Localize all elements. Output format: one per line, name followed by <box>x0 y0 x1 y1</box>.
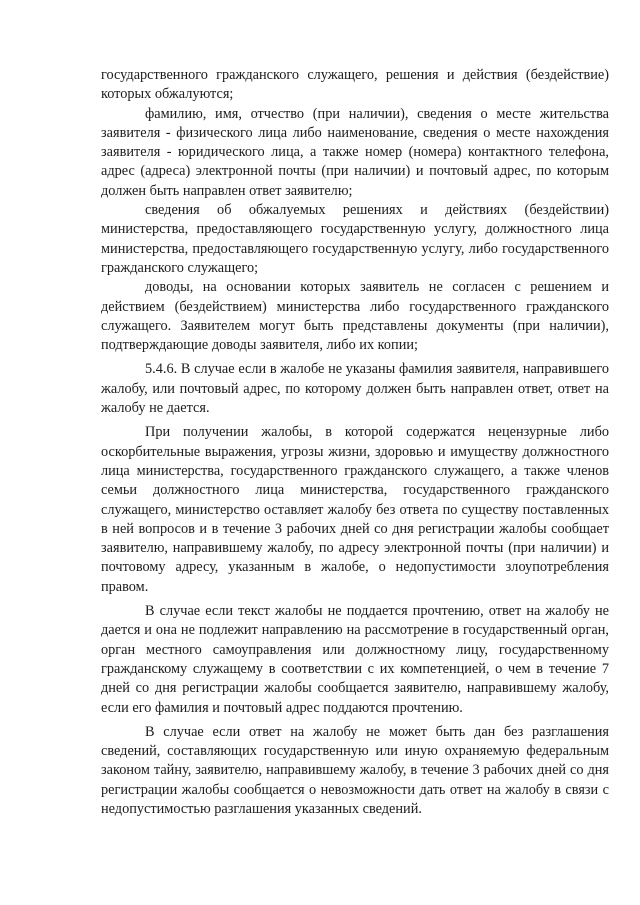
paragraph-applicant-name: фамилию, имя, отчество (при наличии), сведения о месте жительства заявителя - физического лица либо наименование, сведения о месте нахождения заявителя - юридического лица, а также номер (номера) контактного телефона, адрес (адреса) электронной почты (при наличии) и почтовый адрес, по которым должен быть направлен ответ заявителю; <box>101 105 609 199</box>
paragraph-5-4-6: 5.4.6. В случае если в жалобе не указаны фамилия заявителя, направившего жалобу, или почтовый адрес, по которому должен быть направлен ответ, ответ на жалобу не дается. <box>101 361 609 417</box>
paragraph-obscene-content: При получении жалобы, в которой содержатся нецензурные либо оскорбительные выражения, угрозы жизни, здоровью и имуществу должностного лица министерства, государственного гражданского служащего, а также членов семьи должностного лица министерства, государственного гражданского служащего, министерство оставляет жалобу без ответа по существу поставленных в ней вопросов и в течение 3 рабочих дней со дня регистрации жалобы сообщает заявителю, направившему жалобу, по адресу электронной почты (при наличии) и почтовому адресу, указанным в жалобе, о недопустимости злоупотребления правом. <box>101 424 609 595</box>
paragraph-arguments: доводы, на основании которых заявитель не согласен с решением и действием (бездействием) министерства либо государственного гражданского служащего. Заявителем могут быть представлены документы (при наличии), подтверждающие доводы заявителя, либо их копии; <box>101 279 609 354</box>
document-body <box>101 66 609 824</box>
paragraph-state-secret: В случае если ответ на жалобу не может быть дан без разглашения сведений, составляющих государственную или иную охраняемую федеральным законом тайну, заявителю, направившему жалобу, в течение 3 рабочих дней со дня регистрации жалобы сообщается о невозможности дать ответ на жалобу в связи с недопустимостью разглашения указанных сведений. <box>101 723 609 817</box>
paragraph-appealed-actions: сведения об обжалуемых решениях и действиях (бездействии) министерства, предоставляющего государственную услугу, должностного лица министерства, предоставляющего государственную услугу, либо государственного гражданского служащего; <box>101 202 609 276</box>
paragraph-continuation: государственного гражданского служащего, решения и действия (бездействие) которых обжалуются; <box>101 67 609 103</box>
paragraph-unreadable-text: В случае если текст жалобы не поддается прочтению, ответ на жалобу не дается и она не подлежит направлению на рассмотрение в государственный орган, орган местного самоуправления или должностному лицу, государственному гражданскому служащему в соответствии с их компетенцией, о чем в течение 7 дней со дня регистрации жалобы сообщается заявителю, направившему жалобу, если его фамилия и почтовый адрес поддаются прочтению. <box>101 603 609 716</box>
